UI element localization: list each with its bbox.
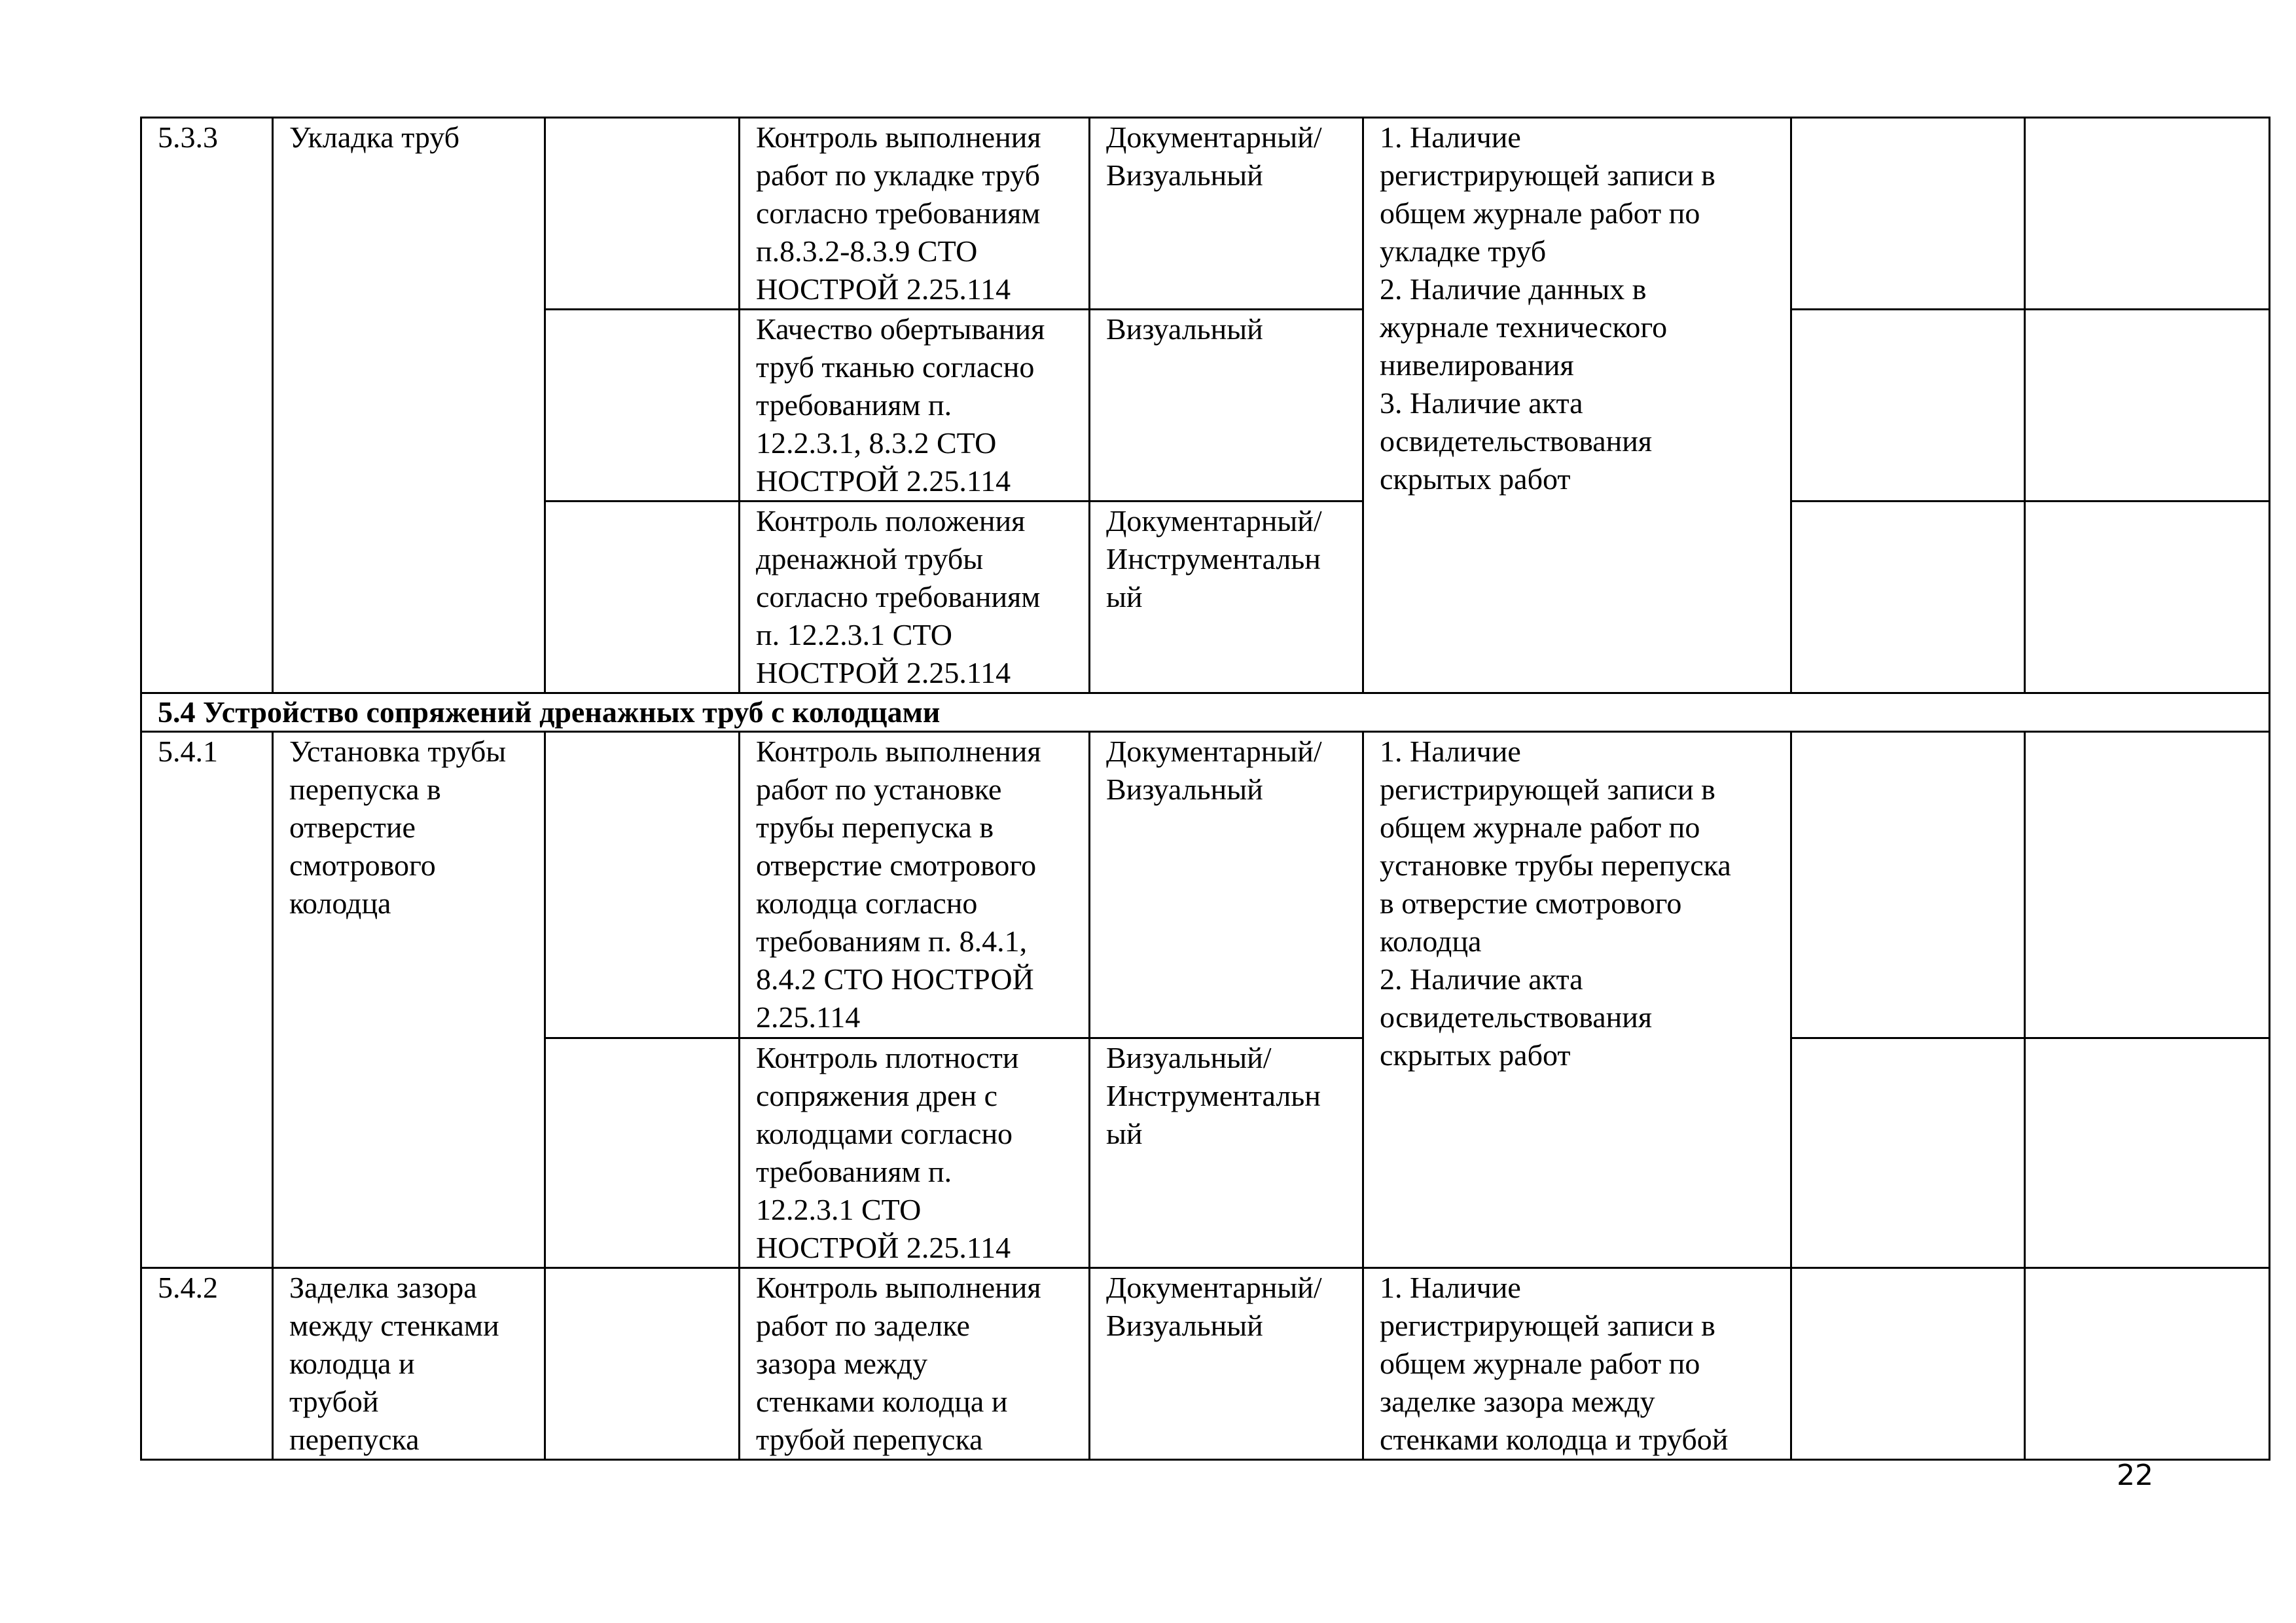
empty-cell [545,1268,740,1460]
page-number: 22 [2117,1459,2153,1492]
empty-cell [545,732,740,1038]
section-heading-row [141,693,2270,732]
empty-cell [2025,732,2270,1038]
work-name-cell: Укладка труб [273,118,545,693]
inspection-table [140,117,2270,1461]
empty-cell [545,118,740,310]
empty-cell [1791,310,2025,501]
empty-cell [2025,1038,2270,1268]
empty-cell [545,1038,740,1268]
empty-cell [1791,1038,2025,1268]
control-action-cell: Контроль выполнения работ по укладке труб согласно требованиям п.8.3.2-8.3.9 СТО НОСТРОЙ 2.25.114 [740,118,1090,310]
control-action-cell: Качество обертывания труб тканью согласно требованиям п. 12.2.3.1, 8.3.2 СТО НОСТРОЙ 2.25.114 [740,310,1090,501]
control-action-cell: Контроль выполнения работ по установке трубы перепуска в отверстие смотрового колодца согласно требованиям п. 8.4.1, 8.4.2 СТО НОСТРОЙ 2.25.114 [740,732,1090,1038]
empty-cell [2025,310,2270,501]
control-method-cell: Документарный/ Визуальный [1090,118,1363,310]
documents-cell: 1. Наличие регистрирующей записи в общем журнале работ по установке трубы перепуска в отверстие смотрового колодца 2. Наличие акта освидетельствования скрытых работ [1363,732,1791,1268]
empty-cell [545,310,740,501]
empty-cell [2025,501,2270,693]
control-method-cell: Документарный/ Визуальный [1090,732,1363,1038]
control-method-cell: Документарный/ Визуальный [1090,1268,1363,1460]
empty-cell [1791,732,2025,1038]
empty-cell [1791,118,2025,310]
control-action-cell: Контроль выполнения работ по заделке зазора между стенками колодца и трубой перепуска [740,1268,1090,1460]
table-row [141,732,2270,1038]
control-method-cell: Документарный/ Инструментальн ый [1090,501,1363,693]
row-number-cell: 5.4.1 [141,732,273,1268]
empty-cell [2025,118,2270,310]
table-row [141,1268,2270,1460]
control-action-cell: Контроль положения дренажной трубы согласно требованиям п. 12.2.3.1 СТО НОСТРОЙ 2.25.114 [740,501,1090,693]
empty-cell [2025,1268,2270,1460]
table-row [141,118,2270,310]
section-heading: 5.4 Устройство сопряжений дренажных труб с колодцами [141,693,2270,732]
empty-cell [545,501,740,693]
documents-cell: 1. Наличие регистрирующей записи в общем журнале работ по заделке зазора между стенками колодца и трубой [1363,1268,1791,1460]
documents-cell: 1. Наличие регистрирующей записи в общем журнале работ по укладке труб 2. Наличие данных в журнале технического нивелирования 3. Наличие акта освидетельствования скрытых работ [1363,118,1791,693]
empty-cell [1791,501,2025,693]
row-number-cell: 5.4.2 [141,1268,273,1460]
work-name-cell: Заделка зазора между стенками колодца и трубой перепуска [273,1268,545,1460]
control-method-cell: Визуальный [1090,310,1363,501]
work-name-cell: Установка трубы перепуска в отверстие смотрового колодца [273,732,545,1268]
control-method-cell: Визуальный/ Инструментальн ый [1090,1038,1363,1268]
empty-cell [1791,1268,2025,1460]
control-action-cell: Контроль плотности сопряжения дрен с колодцами согласно требованиям п. 12.2.3.1 СТО НОСТРОЙ 2.25.114 [740,1038,1090,1268]
row-number-cell: 5.3.3 [141,118,273,693]
